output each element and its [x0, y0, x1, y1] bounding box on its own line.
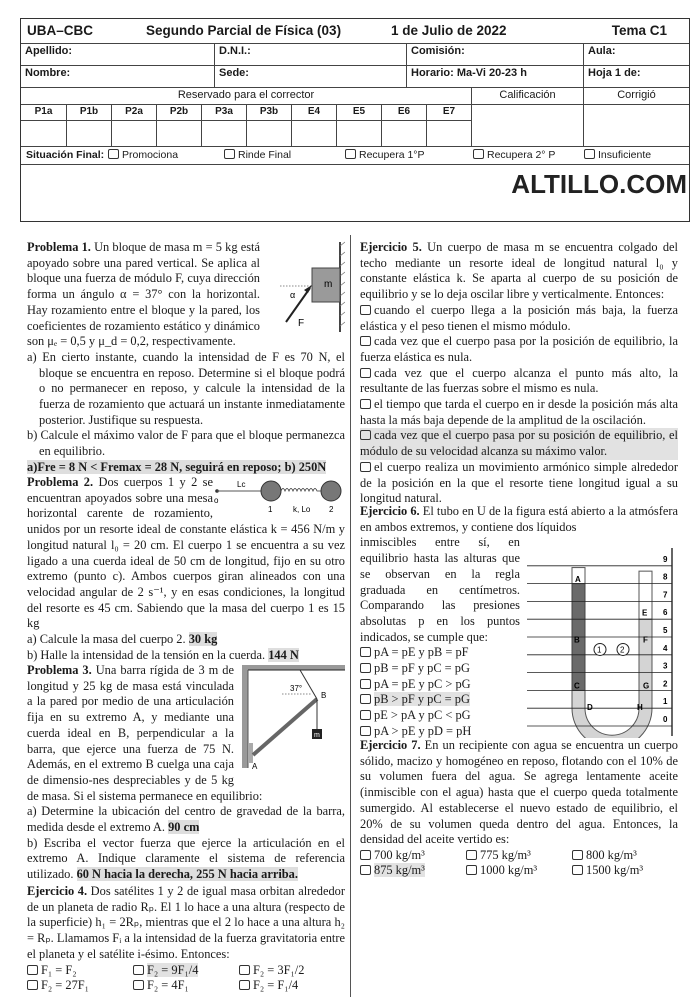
option[interactable]	[572, 848, 678, 864]
answer-a: 90 cm	[168, 820, 200, 835]
apellido-row	[21, 43, 689, 66]
checkbox-icon	[360, 336, 371, 346]
option[interactable]	[572, 863, 678, 879]
point-label-f: F	[643, 635, 648, 645]
scale-tick-label: 5	[663, 626, 668, 635]
option-label: F₂ = 3F₁/2	[253, 962, 305, 977]
scale-tick-label: 3	[663, 661, 668, 671]
checkbox-icon	[473, 149, 484, 159]
option-label: 700 kg/m³	[374, 847, 425, 862]
point-label-b: B	[574, 635, 580, 645]
options-grid	[27, 963, 345, 994]
point-b-label: B	[321, 691, 327, 700]
exercise-text: Un cuerpo de masa m se encuentra colgado del techo mediante un resorte ideal de longitud natural l₀ y constante elástica k. Se aparta al cuerpo de su posición de equilibrio y se lo deja oscilar libre y verticalmente. Entonces:	[360, 240, 678, 302]
checkbox-icon	[239, 980, 250, 990]
part-b: b) Calcule el máximo valor de F para que el bloque permanezca en equilibrio.	[27, 428, 345, 459]
situacion-recupera-1[interactable]	[345, 149, 425, 161]
option-label: Rinde Final	[238, 149, 292, 161]
altillo-watermark: ALTILLO.COM	[511, 169, 687, 199]
grade-col-e5[interactable]: E5	[336, 104, 381, 146]
option[interactable]	[466, 848, 572, 864]
checkbox-icon	[360, 679, 371, 689]
problema-1	[27, 240, 345, 476]
option-label: F₂ = 4F₁	[147, 978, 189, 993]
option-label: 800 kg/m³	[586, 847, 637, 862]
option[interactable]	[360, 661, 525, 677]
option-label: pA = pE y pC > pG	[374, 676, 471, 691]
checkbox-icon	[572, 865, 583, 875]
liquid-1-label: 1	[597, 645, 602, 655]
checkbox-icon	[360, 726, 371, 736]
checkbox-icon	[239, 965, 250, 975]
grades-separator	[21, 120, 471, 121]
checkbox-icon	[360, 710, 371, 720]
point-o-label: o	[214, 496, 219, 505]
option-label: el cuerpo realiza un movimiento armónico simple alrededor de la posición en la que el resorte tiene longitud igual a su longitud natural.	[360, 459, 678, 506]
ejercicio-4	[27, 884, 345, 994]
option-label: pA > pE y pD = pH	[374, 723, 472, 738]
part-b: b) Escriba el vector fuerza que ejerce la articulación en el extremo A. Indique claramente el sistema de referencia utilizado.	[27, 835, 345, 882]
corrector-row	[21, 87, 689, 105]
checkbox-icon	[360, 368, 371, 378]
point-label-e: E	[642, 608, 648, 618]
situacion-row	[21, 146, 689, 165]
university: UBA–CBC	[27, 23, 94, 38]
problem-title: Problema 3.	[27, 663, 92, 677]
situacion-label: Situación Final:	[26, 149, 105, 161]
option[interactable]	[360, 428, 678, 459]
checkbox-icon	[584, 149, 595, 159]
header-title-row	[21, 19, 689, 44]
checkbox-icon	[360, 850, 371, 860]
checkbox-icon	[108, 149, 119, 159]
checkbox-icon	[133, 965, 144, 975]
horario: Horario: Ma-Vi 20-23 h	[406, 65, 583, 87]
option-label: 1000 kg/m³	[480, 863, 538, 878]
option-label: F₂ = 27F₁	[41, 978, 89, 993]
answer-b: 60 N hacia la derecha, 255 N hacia arriba.	[76, 867, 298, 882]
option[interactable]	[360, 460, 678, 507]
exercise-text: El tubo en U de la figura está abierto a la atmósfera en ambos extremos, y contiene dos líquidos	[360, 504, 678, 534]
answer-a: 30 kg	[188, 632, 218, 647]
checkbox-icon	[360, 865, 371, 875]
answer: a)Fre = 8 N < Fremax = 28 N, seguirá en reposo; b) 250N	[27, 459, 327, 474]
option[interactable]	[27, 978, 133, 994]
part-a: a) Determine la ubicación del centro de gravedad de la barra, medida desde el extremo A.	[27, 804, 345, 835]
corrigio-label: Corrigió	[583, 87, 689, 104]
checkbox-icon	[360, 647, 371, 657]
checkbox-icon	[360, 305, 371, 315]
liquid-2-label: 2	[620, 645, 625, 655]
body-1-label: 1	[268, 505, 273, 514]
grade-col-p3a[interactable]: P3a	[201, 104, 246, 146]
point-label-a: A	[575, 574, 581, 584]
corrigio-box[interactable]	[583, 104, 689, 146]
option-label: 775 kg/m³	[480, 847, 531, 862]
option[interactable]	[133, 963, 239, 979]
mass-label: m	[314, 732, 320, 739]
option[interactable]	[360, 645, 525, 661]
nombre-row	[21, 65, 689, 88]
tema: Tema C1	[611, 23, 667, 38]
scale-tick-label: 2	[663, 679, 668, 689]
option-label: Promociona	[122, 149, 179, 161]
option-label: pA = pE y pB = pF	[374, 645, 469, 660]
checkbox-icon	[360, 430, 371, 440]
u-tube-figure	[527, 548, 682, 738]
option[interactable]	[239, 978, 345, 994]
checkbox-icon	[360, 694, 371, 704]
checkbox-icon	[27, 965, 38, 975]
exercise-title: Ejercicio 6.	[360, 504, 420, 518]
situacion-insuficiente[interactable]	[584, 149, 651, 161]
problem-text: Un bloque de masa m = 5 kg está apoyado sobre una pared vertical. Se aplica al bloque una fuerza de módulo F, cuya dirección forma un ángulo α = 37° con la horizontal. Hay rozamiento entre el bloque y la pared, los coeficientes de rozamiento estático y dinámico son μₑ = 0,5 y μ_d = 0,2, respectivamente.	[27, 240, 261, 349]
option-label: Recupera 1°P	[359, 149, 425, 161]
hoja-field[interactable]: Hoja 1 de:	[583, 65, 689, 87]
reservado-label: Reservado para el corrector	[177, 89, 315, 101]
exercise-title: Ejercicio 5.	[360, 240, 422, 254]
checkbox-icon	[345, 149, 356, 159]
option[interactable]	[360, 848, 466, 864]
situacion-promociona[interactable]	[108, 149, 178, 161]
problema-2	[27, 475, 345, 663]
ejercicio-7	[360, 738, 678, 879]
point-label-g: G	[643, 681, 650, 691]
checkbox-icon	[466, 850, 477, 860]
option-label: cada vez que el cuerpo pasa por su posición de equilibrio, el módulo de su velocidad alcanza su máximo valor.	[360, 428, 678, 459]
option[interactable]	[360, 334, 678, 365]
grades-row	[21, 104, 689, 147]
grade-col-p2b[interactable]: P2b	[156, 104, 201, 146]
part-b: b) Halle la intensidad de la tensión en la cuerda.	[27, 647, 266, 662]
option[interactable]	[239, 963, 345, 979]
spring-bodies-figure	[213, 475, 345, 515]
part-a: a) Calcule la masa del cuerpo 2.	[27, 632, 186, 647]
angle-label: 37°	[290, 684, 303, 693]
problem-text: Una barra rígida de 3 m de longitud y 25 kg de masa está vinculada a la pared por medio de una articulación fija en su extremo A, y mediante una cuerda ideal en B, perpendicular a la barra, que ejerce una fuerza de 75 N. Además, en el extremo B cuelga una caja de dimensio-nes despreciables y de 5 kg de masa. Si el sistema permanece en equilibrio:	[27, 663, 263, 803]
alpha-label: α	[290, 290, 296, 300]
point-label-c: C	[574, 681, 580, 691]
answer-b: 144 N	[268, 647, 299, 662]
point-a-label: A	[252, 762, 258, 771]
exercise-text: En un recipiente con agua se encuentra un cuerpo sólido, macizo y homogéneo en reposo, flotando con el 10% de su volumen fuera del agua. Se agrega lentamente aceite (inmiscible con el agua) hasta que el cuerpo queda totalmente sumergido. Al establecerse el nuevo estado de equilibrio, el 20% de su volumen queda dentro del agua. Entonces, la densidad del aceite vertido es:	[360, 738, 678, 847]
option[interactable]	[360, 366, 678, 397]
exercise-title: Ejercicio 7.	[360, 738, 421, 752]
option-label: Recupera 2° P	[487, 149, 556, 161]
option[interactable]	[360, 677, 525, 693]
lc-label: Lc	[237, 480, 246, 489]
options-grid	[360, 848, 678, 879]
exercise-text: Dos satélites 1 y 2 de igual masa orbitan alrededor de un planeta de radio Rₚ. El 1 lo hace a una altura (respecto de la superficie) h₁ = 2Rₚ, mientras que el 2 lo hace a una altura h₂ = Rₚ. Llamamos Fᵢ a la intensidad de la fuerza gravitatoria entre el planeta y el satélite i-ésimo. Entonces:	[27, 884, 345, 961]
nombre-field[interactable]: Nombre:	[25, 67, 71, 79]
option[interactable]	[466, 863, 572, 879]
option-label: F₂ = 9F₁/4	[147, 962, 199, 977]
grade-col-p2a[interactable]: P2a	[111, 104, 156, 146]
checkbox-icon	[360, 462, 371, 472]
spring-label: k, Lo	[293, 505, 311, 514]
option-label: 875 kg/m³	[374, 863, 425, 878]
problem-title: Problema 2.	[27, 475, 94, 489]
point-label-d: D	[587, 702, 593, 712]
part-a: a) En cierto instante, cuando la intensidad de F es 70 N, el bloque se encuentra en reposo. Determine si el bloque podrá o no permanecer en reposo, y calcule la intensidad de la fuerza de rozamiento que actuará un instante inmediatamente posterior. Justifique su respuesta.	[27, 349, 345, 427]
scale-tick-label: 0	[663, 715, 668, 724]
problema-3	[27, 663, 345, 883]
scale-tick-label: 6	[663, 608, 668, 618]
point-label-h: H	[637, 702, 643, 712]
grade-col-e6[interactable]: E6	[381, 104, 426, 146]
sede-field[interactable]: Sede:	[214, 65, 406, 87]
option-label: pB > pF y pC = pG	[374, 692, 470, 707]
column-divider	[350, 235, 351, 997]
situacion-rinde-final[interactable]	[224, 149, 291, 161]
option[interactable]	[360, 397, 678, 428]
options-list	[360, 645, 525, 739]
apellido-field[interactable]: Apellido:	[25, 45, 73, 57]
calificacion-box[interactable]	[471, 104, 583, 146]
option[interactable]	[27, 963, 133, 979]
checkbox-icon	[133, 980, 144, 990]
mass-label: m	[324, 279, 333, 290]
option-label: pE > pA y pC < pG	[374, 708, 471, 723]
exercise-title: Ejercicio 4.	[27, 884, 88, 898]
grade-col-p3b[interactable]: P3b	[246, 104, 291, 146]
block-wall-figure	[260, 240, 345, 332]
option-label: F₂ = F₁/4	[253, 978, 299, 993]
grade-col-p1b[interactable]: P1b	[66, 104, 111, 146]
option-label: el tiempo que tarda el cuerpo en ir desde la posición más alta hasta la más baja depende de la amplitud de la oscilación.	[360, 397, 678, 427]
grade-col-p1a[interactable]: P1a	[34, 106, 53, 117]
option[interactable]	[360, 708, 525, 724]
option-label: cada vez que el cuerpo pasa por la posición de equilibrio, la fuerza elástica es nula.	[360, 334, 678, 364]
grade-col-e7[interactable]: E7	[426, 104, 471, 146]
scale-tick-label: 1	[663, 697, 668, 707]
problem-title: Problema 1.	[27, 240, 91, 254]
force-label: F	[298, 318, 305, 329]
bar-wall-figure	[240, 663, 345, 773]
option-label: 1500 kg/m³	[586, 863, 644, 878]
checkbox-icon	[360, 663, 371, 673]
option-label: Insuficiente	[598, 149, 652, 161]
option-label: cada vez que el cuerpo alcanza el punto más alto, la resultante de las fuerzas sobre el mismo es nula.	[360, 365, 678, 396]
option[interactable]	[360, 863, 466, 879]
scale-tick-label: 4	[663, 643, 668, 653]
aula-field[interactable]: Aula:	[583, 43, 689, 65]
exam-title: Segundo Parcial de Física (03)	[146, 23, 342, 38]
option[interactable]	[133, 978, 239, 994]
checkbox-icon	[224, 149, 235, 159]
dni-field[interactable]: D.N.I.:	[214, 43, 406, 65]
body-2-label: 2	[329, 505, 334, 514]
checkbox-icon	[27, 980, 38, 990]
scale-tick-label: 9	[663, 554, 668, 564]
checkbox-icon	[572, 850, 583, 860]
option-label: pB = pF y pC = pG	[374, 661, 470, 676]
comision-field[interactable]: Comisión:	[406, 43, 583, 65]
option-label: cuando el cuerpo llega a la posición más baja, la fuerza elástica y el peso tienen el mismo módulo.	[360, 302, 678, 333]
checkbox-icon	[360, 399, 371, 409]
option[interactable]	[360, 692, 525, 708]
exam-header-table	[20, 18, 690, 222]
option[interactable]	[360, 303, 678, 334]
grade-col-e4[interactable]: E4	[291, 104, 336, 146]
exercise-text-2: inmiscibles entre sí, en equilibrio hasta las alturas que se observan en la regla graduada en centímetros. Comparando las presiones absolutas p en los puntos indicados, se cumple que:	[360, 535, 520, 644]
calificacion-label: Calificación	[471, 87, 583, 104]
situacion-recupera-2[interactable]	[473, 149, 555, 161]
options-list	[360, 303, 678, 507]
ejercicio-5	[360, 240, 678, 507]
checkbox-icon	[466, 865, 477, 875]
scale-tick-label: 8	[663, 572, 668, 582]
exam-date: 1 de Julio de 2022	[391, 23, 507, 38]
option-label: F₁ = F₂	[41, 962, 77, 977]
scale-tick-label: 7	[663, 590, 668, 600]
problem-text: Dos cuerpos 1 y 2 se encuentran apoyados sobre una mesa horizontal carente de rozamiento, unidos por un resorte ideal de constante elástica k = 456 N/m y longitud natural l₀ = 20 cm. El cuerpo 1 se encuentra a su vez ligado a una cuerda ideal de 50 cm de longitud, fijo en su otro extremo (punto c). Ambos cuerpos giran alineados con una velocidad angular de 2 s⁻¹, y en esas condiciones, la longitud del resorte es 45 cm. Sabiendo que la masa del cuerpo 1 es 15 kg	[27, 475, 345, 631]
